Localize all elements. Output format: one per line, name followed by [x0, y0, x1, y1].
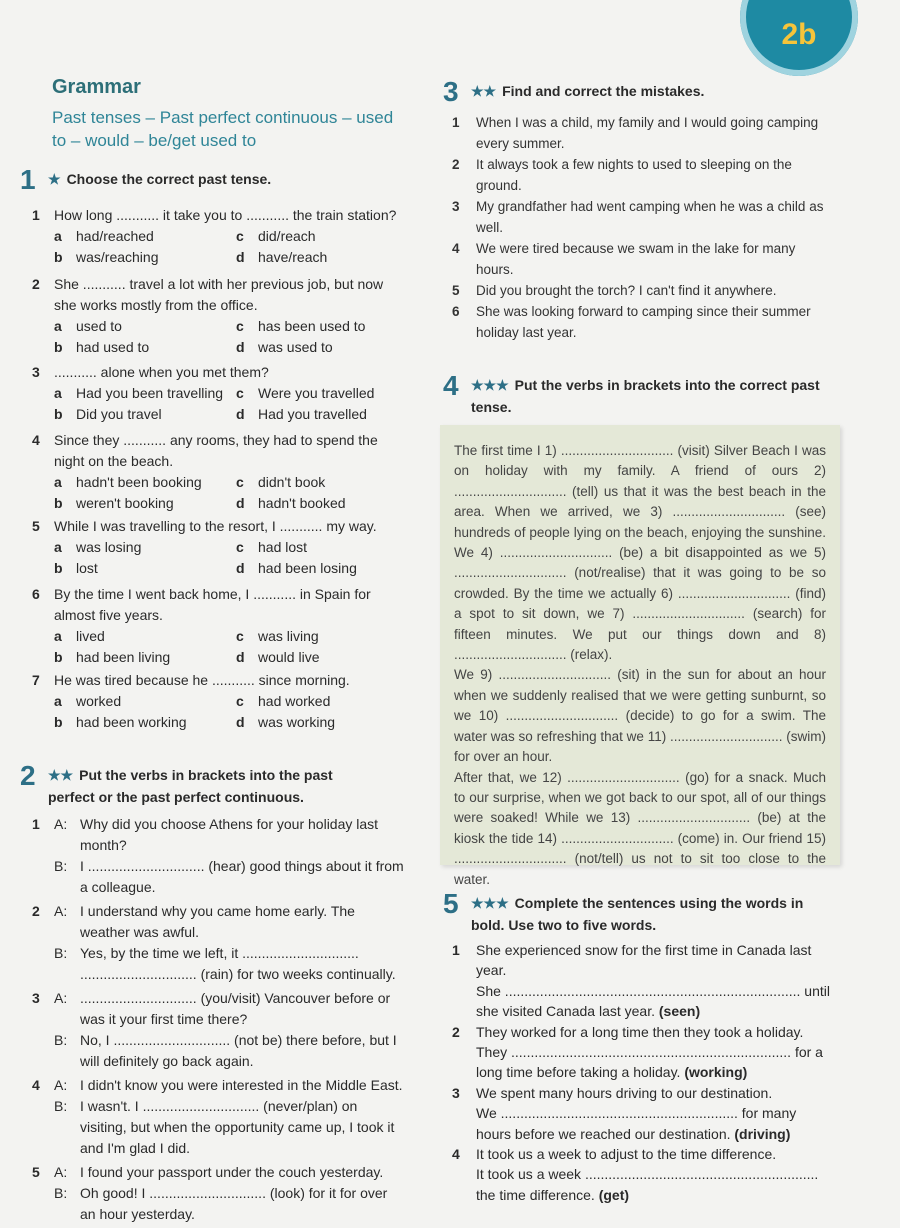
- mistake-sentence: [452, 301, 830, 343]
- question-item: [32, 670, 404, 733]
- unit-badge: [740, 0, 858, 76]
- option-c: Were you travelled: [258, 385, 375, 401]
- mistake-sentence: [452, 280, 830, 301]
- reading-text-box: [440, 425, 840, 887]
- question-text: While I was travelling to the resort, I ........... my way.: [54, 518, 377, 534]
- option-letter: d: [236, 649, 245, 665]
- mistake-sentence: [452, 154, 830, 196]
- option-letter: a: [54, 628, 62, 644]
- mistake-sentence: [452, 196, 830, 238]
- option-letter: d: [236, 249, 245, 265]
- option-letter: a: [54, 693, 62, 709]
- option-a: used to: [76, 318, 122, 334]
- question-text: ........... alone when you met them?: [54, 364, 269, 380]
- exercise-2-header: [20, 762, 410, 808]
- option-letter: b: [54, 649, 63, 665]
- option-b: Did you travel: [76, 406, 162, 422]
- question-text: By the time I went back home, I ........... in Spain for almost five years.: [54, 586, 371, 623]
- dialogue-item: [32, 988, 404, 1072]
- question-text: Since they ........... any rooms, they had to spend the night on the beach.: [54, 432, 378, 469]
- text-paragraph: After that, we 12) .............................. (go) for a snack. Much to our surprise, when we got back to our spot, all of our things were soaked! While we 13) .............................. (be) at the kiosk the tide 14) .............................. (come) in. Our friend 15) .............................. (not/tell) us not to sit too close to the water.: [454, 769, 826, 887]
- item-number: 5: [452, 283, 460, 298]
- speaker-a-text: .............................. (you/visit) Vancouver before or was it your first time there?: [80, 990, 391, 1027]
- option-letter: c: [236, 539, 244, 555]
- answer-options: [32, 316, 404, 358]
- original-sentence: It took us a week to adjust to the time difference.: [476, 1146, 777, 1163]
- question-item: [32, 516, 404, 579]
- option-b: lost: [76, 560, 98, 576]
- speaker-b-text: I .............................. (hear) good things about it from a colleague.: [80, 858, 404, 895]
- speaker-label: A:: [54, 1164, 68, 1180]
- speaker-a-line: [32, 1075, 404, 1096]
- speaker-label: B:: [54, 1032, 68, 1048]
- speaker-a-text: I found your passport under the couch yesterday.: [80, 1164, 384, 1180]
- question: [32, 430, 404, 472]
- option-d: hadn't booked: [258, 495, 346, 511]
- difficulty-stars: ★★★: [471, 377, 509, 393]
- answer-options: [32, 537, 404, 579]
- sentence-text: When I was a child, my family and I would going camping every summer.: [476, 115, 819, 151]
- key-word: (working): [684, 1064, 748, 1081]
- speaker-a-line: [32, 814, 404, 856]
- speaker-b-text: No, I .............................. (not be) there before, but I will definitely go back again.: [80, 1032, 397, 1069]
- item-spacer: [32, 1030, 54, 1072]
- option-letter: b: [54, 339, 63, 355]
- gapped-sentence: [476, 1042, 830, 1083]
- answer-options: [32, 226, 404, 268]
- question-item: [32, 205, 404, 268]
- exercise-3-header: [443, 78, 833, 106]
- original-sentence: They worked for a long time then they took a holiday.: [476, 1023, 804, 1040]
- speaker-a-text: I understand why you came home early. The weather was awful.: [80, 903, 355, 940]
- question: [32, 584, 404, 626]
- option-d: Had you travelled: [258, 406, 367, 422]
- question-number: 4: [32, 432, 40, 448]
- question-number: 2: [32, 276, 40, 292]
- speaker-label: B:: [54, 945, 68, 961]
- option-letter: d: [236, 339, 245, 355]
- option-b: weren't booking: [76, 495, 174, 511]
- speaker-a-line: [32, 1162, 404, 1183]
- option-letter: d: [236, 495, 245, 511]
- gap-text: It took us a week ............................................................ the time difference.: [476, 1166, 819, 1203]
- exercise-3-sentences: [452, 112, 830, 343]
- gap-text: They ........................................................................ for a long time before taking a holiday.: [476, 1044, 823, 1081]
- option-letter: c: [236, 318, 244, 334]
- item-body: [476, 1022, 830, 1083]
- exercise-number: 1: [20, 164, 36, 195]
- speaker-a-line: [32, 988, 404, 1030]
- question-text: How long ........... it take you to ........... the train station?: [54, 207, 397, 223]
- speaker-label: A:: [54, 1077, 68, 1093]
- original-sentence: We spent many hours driving to our destination.: [476, 1084, 773, 1101]
- speaker-a-line: [32, 901, 404, 943]
- option-b: had been working: [76, 714, 187, 730]
- item-number: 2: [452, 1023, 460, 1040]
- speaker-b-text: Oh good! I .............................. (look) for it for over an hour yesterday.: [80, 1185, 388, 1222]
- speaker-b-text: Yes, by the time we left, it .............................. .............................. (rain) for two weeks continually.: [80, 945, 396, 982]
- dialogue-item: [32, 901, 404, 985]
- key-word: (driving): [734, 1125, 791, 1142]
- difficulty-stars: ★★: [471, 83, 497, 99]
- mistake-sentence: [452, 112, 830, 154]
- exercise-instruction: Complete the sentences using the words in bold. Use two to five words.: [471, 895, 804, 933]
- key-word: (seen): [658, 1003, 701, 1020]
- option-d: was used to: [258, 339, 333, 355]
- text-paragraph: The first time I 1) .............................. (visit) Silver Beach I was on holiday with my family. A friend of ours 2) .............................. (tell) us that it was the best beach in the area. When we arrived, we 3) .............................. (see) hundreds of people lying on the beach, enjoying the sunshine. We 4) .............................. (be) a bit disappointed as we 5) .............................. (not/realise) that it was going to be so crowded. By the time we actually 6) .............................. (find) a spot to sit down, we 7) .............................. (search) for fifteen minutes. We put our things down and 8) .............................. (relax).: [454, 443, 826, 663]
- item-number: 3: [452, 199, 460, 214]
- speaker-a-text: I didn't know you were interested in the Middle East.: [80, 1077, 403, 1093]
- item-number: 5: [32, 1164, 40, 1180]
- exercise-number: 5: [443, 888, 459, 919]
- item-body: [476, 1083, 830, 1144]
- answer-options: [32, 383, 404, 425]
- sentence-text: It always took a few nights to used to sleeping on the ground.: [476, 157, 792, 193]
- option-letter: a: [54, 228, 62, 244]
- speaker-b-line: [32, 1030, 404, 1072]
- sentence-text: We were tired because we swam in the lake for many hours.: [476, 241, 796, 277]
- option-c: has been used to: [258, 318, 366, 334]
- question-item: [32, 430, 404, 514]
- option-a: lived: [76, 628, 105, 644]
- question-number: 5: [32, 518, 40, 534]
- option-letter: a: [54, 385, 62, 401]
- option-letter: a: [54, 318, 62, 334]
- item-body: [476, 940, 830, 1022]
- option-b: had used to: [76, 339, 150, 355]
- sentence-text: My grandfather had went camping when he was a child as well.: [476, 199, 824, 235]
- dialogue-item: [32, 1075, 404, 1159]
- option-letter: a: [54, 474, 62, 490]
- item-number: 4: [452, 1146, 460, 1163]
- option-letter: b: [54, 249, 63, 265]
- option-b: was/reaching: [76, 249, 159, 265]
- section-subtitle: Past tenses – Past perfect continuous – used to – would – be/get used to: [52, 108, 394, 150]
- unit-badge-label: 2b: [781, 18, 817, 51]
- transformation-item: [452, 1144, 830, 1205]
- option-a: hadn't been booking: [76, 474, 202, 490]
- option-letter: b: [54, 406, 63, 422]
- option-letter: c: [236, 385, 244, 401]
- option-letter: b: [54, 495, 63, 511]
- original-sentence: She experienced snow for the first time in Canada last year.: [476, 942, 812, 979]
- option-c: did/reach: [258, 228, 316, 244]
- gapped-sentence: [476, 1103, 830, 1144]
- speaker-b-line: [32, 856, 404, 898]
- item-number: 3: [452, 1084, 460, 1101]
- item-number: 3: [32, 990, 40, 1006]
- speaker-label: A:: [54, 990, 68, 1006]
- option-a: had/reached: [76, 228, 154, 244]
- item-body: [476, 1144, 830, 1205]
- option-d: was working: [258, 714, 336, 730]
- dialogue-item: [32, 1162, 404, 1225]
- speaker-b-line: [32, 943, 404, 985]
- item-number: 4: [32, 1077, 40, 1093]
- option-c: had worked: [258, 693, 331, 709]
- speaker-b-line: [32, 1096, 404, 1159]
- exercise-5-header: [443, 890, 833, 936]
- option-b: had been living: [76, 649, 171, 665]
- option-letter: c: [236, 228, 244, 244]
- item-number: 1: [452, 115, 460, 130]
- option-d: have/reach: [258, 249, 328, 265]
- exercise-instruction: Put the verbs in brackets into the correct past tense.: [471, 377, 820, 415]
- sentence-text: She was looking forward to camping since their summer holiday last year.: [476, 304, 811, 340]
- option-c: didn't book: [258, 474, 326, 490]
- speaker-label: A:: [54, 903, 68, 919]
- exercise-instruction: Find and correct the mistakes.: [502, 83, 705, 99]
- option-letter: d: [236, 560, 245, 576]
- section-title: Grammar: [52, 76, 141, 98]
- option-letter: b: [54, 560, 63, 576]
- exercise-4-header: [443, 372, 833, 418]
- item-number: 4: [452, 241, 460, 256]
- option-letter: c: [236, 474, 244, 490]
- exercise-2-dialogues: [32, 814, 404, 1228]
- gap-text: She ............................................................................ until she visited Canada last year.: [476, 982, 830, 1020]
- question-number: 1: [32, 207, 40, 223]
- exercise-instruction: Choose the correct past tense.: [66, 171, 272, 187]
- transformation-item: [452, 1083, 830, 1144]
- question-number: 6: [32, 586, 40, 602]
- dialogue-item: [32, 814, 404, 898]
- key-word: (get): [598, 1186, 630, 1203]
- speaker-label: B:: [54, 858, 68, 874]
- question-item: [32, 274, 404, 358]
- item-number: 1: [32, 816, 40, 832]
- transformation-item: [452, 1022, 830, 1083]
- question-item: [32, 584, 404, 668]
- question-number: 7: [32, 672, 40, 688]
- item-number: 1: [452, 942, 460, 958]
- difficulty-stars: ★: [48, 171, 61, 187]
- question: [32, 205, 404, 226]
- item-number: 2: [452, 157, 460, 172]
- sentence-text: Did you brought the torch? I can't find it anywhere.: [476, 283, 777, 298]
- question: [32, 362, 404, 383]
- gapped-sentence: [476, 1164, 830, 1205]
- question: [32, 274, 404, 316]
- difficulty-stars: ★★: [48, 767, 74, 783]
- question: [32, 670, 404, 691]
- speaker-label: B:: [54, 1185, 68, 1201]
- mistake-sentence: [452, 238, 830, 280]
- option-letter: b: [54, 714, 63, 730]
- option-c: had lost: [258, 539, 308, 555]
- option-c: was living: [258, 628, 319, 644]
- speaker-a-text: Why did you choose Athens for your holiday last month?: [80, 816, 379, 853]
- speaker-label: A:: [54, 816, 68, 832]
- text-paragraph: We 9) .............................. (sit) in the sun for about an hour when we suddenly realised that we were getting sunburnt, so we 10) .............................. (decide) to go for a swim. The water was so refreshing that we 11) .............................. (swim) for over an hour.: [454, 667, 826, 765]
- exercise-instruction: Put the verbs in brackets into the past perfect or the past perfect continuous.: [48, 767, 333, 805]
- option-d: had been losing: [258, 560, 357, 576]
- exercise-1-header: [20, 166, 410, 194]
- option-letter: c: [236, 628, 244, 644]
- gap-text: We ............................................................. for many hours before we reached our destination.: [476, 1105, 797, 1142]
- item-spacer: [32, 1096, 54, 1159]
- option-a: Had you been travelling: [76, 385, 224, 401]
- option-letter: d: [236, 714, 245, 730]
- question: [32, 516, 404, 537]
- option-letter: d: [236, 406, 245, 422]
- speaker-b-line: [32, 1183, 404, 1225]
- item-spacer: [32, 856, 54, 898]
- option-d: would live: [258, 649, 320, 665]
- option-a: worked: [76, 693, 122, 709]
- option-letter: a: [54, 539, 62, 555]
- transformation-item: [452, 940, 830, 1022]
- speaker-label: B:: [54, 1098, 68, 1114]
- difficulty-stars: ★★★: [471, 895, 509, 911]
- item-spacer: [32, 1183, 54, 1225]
- question-text: She ........... travel a lot with her previous job, but now she works mostly from the office.: [54, 276, 384, 313]
- question-item: [32, 362, 404, 425]
- item-number: 2: [32, 903, 40, 919]
- answer-options: [32, 472, 404, 514]
- answer-options: [32, 626, 404, 668]
- option-a: was losing: [76, 539, 142, 555]
- speaker-b-text: I wasn't. I .............................. (never/plan) on visiting, but when the opportunity came up, I took it and I'm glad I did.: [80, 1098, 395, 1156]
- option-letter: c: [236, 693, 244, 709]
- exercise-number: 3: [443, 76, 459, 107]
- exercise-5-sentences: [452, 940, 830, 1205]
- item-spacer: [32, 943, 54, 985]
- gapped-sentence: [476, 981, 830, 1022]
- question-text: He was tired because he ........... since morning.: [54, 672, 350, 688]
- exercise-number: 2: [20, 760, 36, 791]
- exercise-number: 4: [443, 370, 459, 401]
- item-number: 6: [452, 304, 460, 319]
- answer-options: [32, 691, 404, 733]
- question-number: 3: [32, 364, 40, 380]
